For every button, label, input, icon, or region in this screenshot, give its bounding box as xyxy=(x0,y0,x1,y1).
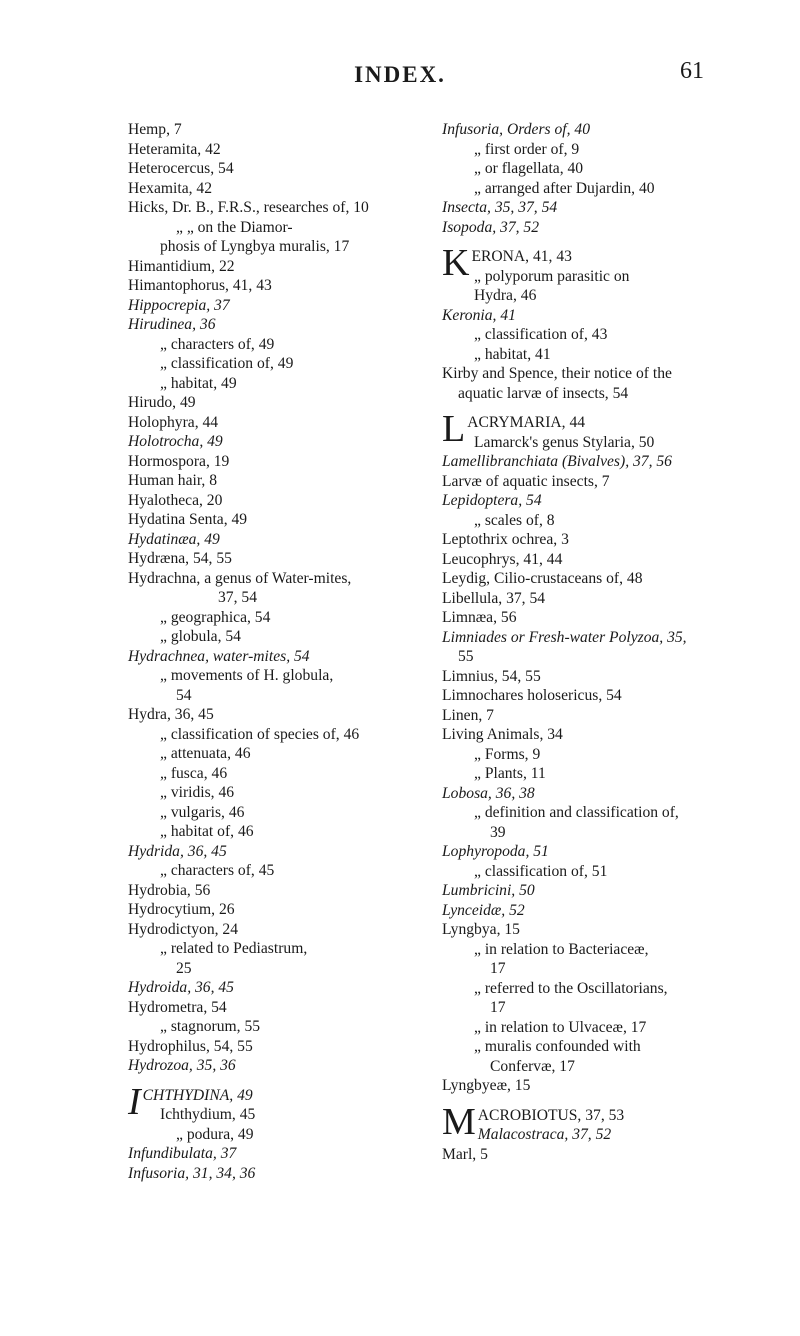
index-entry: Larvæ of aquatic insects, 7 xyxy=(442,472,610,490)
drop-capital: M xyxy=(442,1100,476,1143)
index-entry-text: CHTHYDINA, 49 xyxy=(142,1086,253,1104)
page-header xyxy=(0,0,800,120)
index-entry: Hicks, Dr. B., F.R.S., researches of, 10 xyxy=(128,199,369,216)
index-entry: „ first order of, 9 xyxy=(474,140,580,158)
index-entry: Lumbricini, 50 xyxy=(442,882,535,899)
index-entry: Himantophorus, 41, 43 xyxy=(128,277,272,294)
index-entry: „ stagnorum, 55 xyxy=(160,1018,261,1035)
index-entry: 55 xyxy=(458,648,474,665)
index-column-left xyxy=(128,120,458,1183)
index-entry: phosis of Lyngbya muralis, 17 xyxy=(160,238,350,255)
index-entry: Heterocercus, 54 xyxy=(128,160,234,177)
index-entry: „ related to Pediastrum, xyxy=(160,940,308,957)
index-entry: Leucophrys, 41, 44 xyxy=(442,550,563,568)
index-entry: „ scales of, 8 xyxy=(474,511,555,529)
index-entry: Himantidium, 22 xyxy=(128,257,235,275)
index-entry: „ definition and classification of, xyxy=(474,804,679,821)
index-entry: Hydrozoa, 35, 36 xyxy=(128,1057,236,1074)
index-entry: „ Plants, 11 xyxy=(474,765,546,782)
index-entry: Hyalotheca, 20 xyxy=(128,491,223,509)
index-entry: 54 xyxy=(176,686,192,704)
index-entry: „ „ on the Diamor- xyxy=(176,218,293,236)
index-entry: 17 xyxy=(490,999,506,1016)
index-entry: „ arranged after Dujardin, 40 xyxy=(474,179,655,197)
index-entry: „ movements of H. globula, xyxy=(160,667,334,684)
index-entry: Insecta, 35, 37, 54 xyxy=(442,199,558,216)
index-entry: Limnius, 54, 55 xyxy=(442,667,541,685)
index-entry-text: ACRYMARIA, 44 xyxy=(467,414,586,431)
index-entry: „ classification of, 43 xyxy=(474,326,608,343)
index-entry: „ Forms, 9 xyxy=(474,745,541,763)
index-entry: Living Animals, 34 xyxy=(442,726,563,743)
index-entry: Limnæa, 56 xyxy=(442,609,517,626)
index-entry-text: ACROBIOTUS, 37, 53 xyxy=(477,1106,625,1124)
page-number: 61 xyxy=(680,58,704,84)
index-entry: Hydrobia, 56 xyxy=(128,881,211,899)
index-entry: „ referred to the Oscillatorians, xyxy=(474,979,668,997)
index-entry: Hydrodictyon, 24 xyxy=(128,920,239,938)
index-entry: Infundibulata, 37 xyxy=(128,1145,237,1162)
index-entry: Hydrophilus, 54, 55 xyxy=(128,1037,253,1055)
index-entry: Hexamita, 42 xyxy=(128,179,213,197)
index-entry: Lobosa, 36, 38 xyxy=(442,784,535,802)
index-entry: „ viridis, 46 xyxy=(160,784,235,801)
index-entry: Isopoda, 37, 52 xyxy=(442,218,540,236)
index-entry: „ characters of, 45 xyxy=(160,862,275,879)
index-entry: Hydatina Senta, 49 xyxy=(128,511,248,528)
index-entry: „ muralis confounded with xyxy=(474,1038,641,1055)
index-entry: „ characters of, 49 xyxy=(160,335,275,353)
index-entry: „ vulgaris, 46 xyxy=(160,803,245,821)
index-entry: Lyngbyeæ, 15 xyxy=(442,1077,531,1094)
index-entry: 17 xyxy=(490,960,506,977)
index-entry: 39 xyxy=(490,823,506,841)
index-entry: Confervæ, 17 xyxy=(490,1057,575,1075)
index-entry: Hydrachna, a genus of Water-mites, xyxy=(128,569,352,587)
index-entry: Hydræna, 54, 55 xyxy=(128,550,232,567)
index-entry: Hydrocytium, 26 xyxy=(128,901,235,918)
index-entry: „ classification of species of, 46 xyxy=(160,725,360,743)
index-entry: Hemp, 7 xyxy=(128,121,182,138)
index-entry: Hydrometra, 54 xyxy=(128,998,227,1016)
index-entry: „ in relation to Ulvaceæ, 17 xyxy=(474,1018,647,1036)
index-entry: Heteramita, 42 xyxy=(128,140,221,158)
index-entry: aquatic larvæ of insects, 54 xyxy=(458,384,629,402)
index-entry: „ geographica, 54 xyxy=(160,608,271,626)
index-entry: „ habitat of, 46 xyxy=(160,823,254,840)
index-entry: Hirudinea, 36 xyxy=(128,316,216,333)
index-entry: „ fusca, 46 xyxy=(160,764,228,782)
index-entry: Malacostraca, 37, 52 xyxy=(477,1126,612,1143)
index-column-right xyxy=(442,120,782,1164)
index-entry: „ classification of, 51 xyxy=(474,862,608,880)
index-entry: Keronia, 41 xyxy=(442,306,516,324)
index-entry: Marl, 5 xyxy=(442,1145,488,1163)
index-entry: Lamarck's genus Stylaria, 50 xyxy=(474,433,655,451)
index-entry: „ habitat, 41 xyxy=(474,345,551,363)
index-entry: Human hair, 8 xyxy=(128,472,218,489)
index-entry: Limnochares holosericus, 54 xyxy=(442,687,622,704)
section-gap xyxy=(442,1096,782,1106)
index-entry: Kirby and Spence, their notice of the xyxy=(442,365,672,382)
drop-capital: K xyxy=(442,242,470,284)
index-entry: Linen, 7 xyxy=(442,706,494,724)
index-entry: Hirudo, 49 xyxy=(128,394,196,411)
index-entry: Holotrocha, 49 xyxy=(128,433,223,450)
index-entry: „ or flagellata, 40 xyxy=(474,160,584,177)
running-title: INDEX. xyxy=(354,62,446,87)
index-entry: Hydra, 46 xyxy=(474,287,537,304)
drop-capital: I xyxy=(128,1080,141,1123)
index-entry: Lepidoptera, 54 xyxy=(442,492,542,509)
index-entry: Hippocrepia, 37 xyxy=(128,296,230,314)
index-entry: Infusoria, 31, 34, 36 xyxy=(128,1164,256,1182)
index-entry: Lophyropoda, 51 xyxy=(442,843,549,860)
section-gap xyxy=(128,1076,458,1086)
index-entry: Lyngbya, 15 xyxy=(442,921,520,938)
index-entry: 25 xyxy=(176,959,192,977)
index-entry: Limniades or Fresh-water Polyzoa, 35, xyxy=(442,628,687,646)
index-entry: Ichthydium, 45 xyxy=(160,1106,256,1123)
index-entry: Leydig, Cilio-crustaceans of, 48 xyxy=(442,570,643,587)
index-entry: 37, 54 xyxy=(218,589,257,606)
index-entry: „ polyporum parasitic on xyxy=(474,267,630,285)
index-entry: „ in relation to Bacteriaceæ, xyxy=(474,940,649,958)
index-entry: „ attenuata, 46 xyxy=(160,745,251,762)
index-entry: Hydrachnea, water-mites, 54 xyxy=(128,647,310,665)
index-entry: Libellula, 37, 54 xyxy=(442,589,546,607)
index-entry: „ classification of, 49 xyxy=(160,355,294,372)
index-entry: Infusoria, Orders of, 40 xyxy=(442,121,591,138)
index-entry: Hydrida, 36, 45 xyxy=(128,842,227,860)
index-entry: Holophyra, 44 xyxy=(128,413,219,431)
drop-capital: L xyxy=(442,408,466,450)
index-entry: „ globula, 54 xyxy=(160,628,241,645)
index-entry: „ habitat, 49 xyxy=(160,374,237,392)
index-entry: Hydroida, 36, 45 xyxy=(128,979,234,996)
index-entry: Lynceidæ, 52 xyxy=(442,901,525,919)
index-entry: Hydatinæa, 49 xyxy=(128,530,220,548)
section-gap xyxy=(442,403,782,413)
section-gap xyxy=(442,237,782,247)
index-entry: Hormospora, 19 xyxy=(128,452,230,470)
index-entry: Leptothrix ochrea, 3 xyxy=(442,531,569,548)
index-entry-text: ERONA, 41, 43 xyxy=(471,248,572,265)
index-entry: Hydra, 36, 45 xyxy=(128,706,214,723)
index-entry: „ podura, 49 xyxy=(176,1125,254,1143)
index-entry: Lamellibranchiata (Bivalves), 37, 56 xyxy=(442,453,672,470)
